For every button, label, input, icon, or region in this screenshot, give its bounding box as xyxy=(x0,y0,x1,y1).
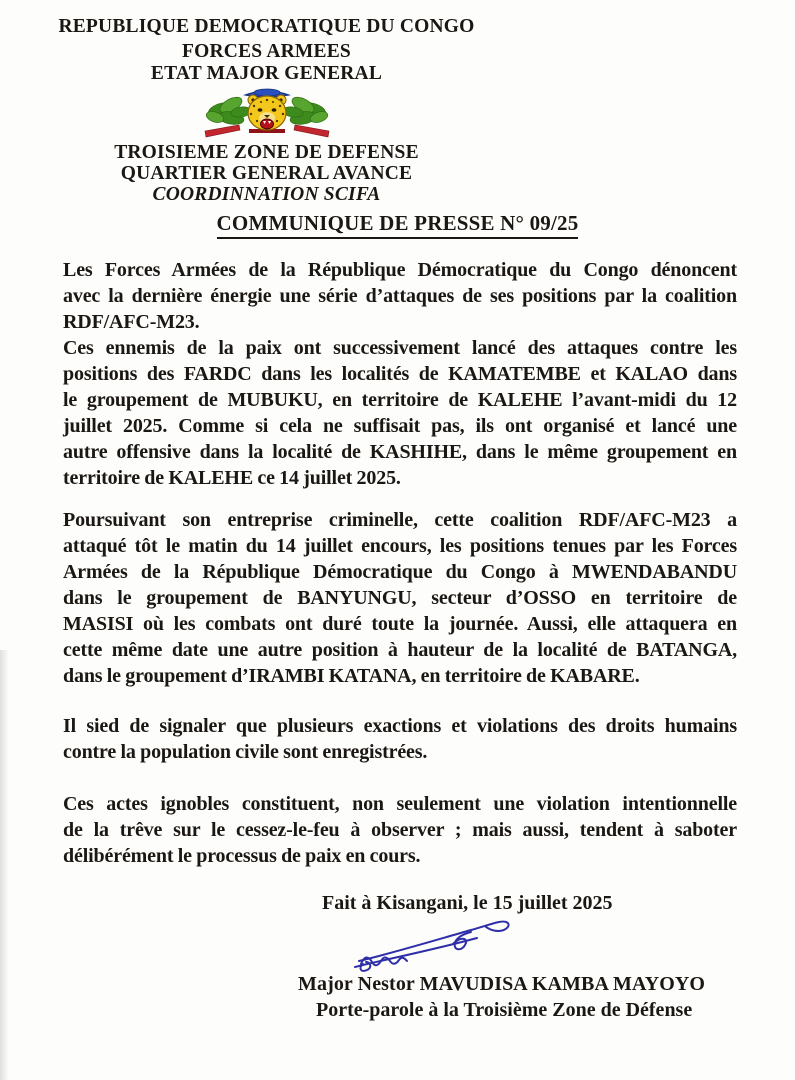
place-date-line: Fait à Kisangani, le 15 juillet 2025 xyxy=(322,892,613,914)
body-line: avec la dernière énergie une série d’attaques de ses positions par la coalition xyxy=(63,285,737,307)
document-title: COMMUNIQUE DE PRESSE N° 09/25 xyxy=(217,211,579,239)
signer-role: Porte-parole à la Troisième Zone de Défense xyxy=(316,999,693,1021)
body-line: territoire de KALEHE ce 14 juillet 2025. xyxy=(63,467,401,489)
fardc-leopard-emblem-icon xyxy=(201,87,333,140)
body-line: autre offensive dans la localité de KASHIHE, dans le même groupement en xyxy=(63,441,737,463)
paragraph-3 xyxy=(63,507,737,689)
body-line: attaqué tôt le matin du 14 juillet encours, les positions tenues par les Forces xyxy=(63,535,737,557)
body-line: Les Forces Armées de la République Démocratique du Congo dénoncent xyxy=(63,259,737,281)
zone-line: TROISIEME ZONE DE DEFENSE xyxy=(114,142,419,163)
body-line: dans le groupement de BANYUNGU, secteur d’OSSO en territoire de xyxy=(63,587,737,609)
coordination-line: COORDINNATION SCIFA xyxy=(152,184,381,205)
body-line: Ces actes ignobles constituent, non seulement une violation intentionnelle xyxy=(63,793,737,815)
country-title: REPUBLIQUE DEMOCRATIQUE DU CONGO xyxy=(58,16,475,37)
paragraph-5 xyxy=(63,791,737,869)
quartier-line: QUARTIER GENERAL AVANCE xyxy=(120,163,413,184)
closing-block xyxy=(0,886,795,1046)
body-line: Il sied de signaler que plusieurs exactions et violations des droits humains xyxy=(63,715,737,737)
body-line: le groupement de MUBUKU, en territoire de KALEHE l’avant-midi du 12 xyxy=(63,389,737,411)
body-line: Poursuivant son entreprise criminelle, cette coalition RDF/AFC-M23 a xyxy=(63,509,737,531)
handwritten-signature-icon xyxy=(349,914,517,974)
body-line: dans le groupement d’IRAMBI KATANA, en territoire de KABARE. xyxy=(63,665,640,687)
body-line: contre la population civile sont enregistrées. xyxy=(63,741,428,763)
body-line: juillet 2025. Comme si cela ne suffisait pas, ils ont organisé et lancé une xyxy=(63,415,737,437)
body-line: cette même date une autre position à hauteur de la localité de BATANGA, xyxy=(63,639,737,661)
paragraph-1 xyxy=(63,257,737,335)
body-line: Armées de la République Démocratique du Congo à MWENDABANDU xyxy=(63,561,737,583)
body-line: positions des FARDC dans les localités de KAMATEMBE et KALAO dans xyxy=(63,363,737,385)
body-line: Ces ennemis de la paix ont successivement lancé des attaques contre les xyxy=(63,337,737,359)
body-line: de la trêve sur le cessez-le-feu à observer ; mais aussi, tendent à saboter xyxy=(63,819,737,841)
title-row xyxy=(0,211,795,239)
body-line: MASISI où les combats ont duré toute la journée. Aussi, elle attaquera en xyxy=(63,613,737,635)
paragraph-2 xyxy=(63,335,737,491)
forces-armees-line: FORCES ARMEES xyxy=(182,41,351,62)
body-line: RDF/AFC-M23. xyxy=(63,311,200,333)
paragraph-4 xyxy=(63,713,737,765)
body-text xyxy=(63,257,737,869)
letterhead xyxy=(14,16,519,205)
signer-name: Major Nestor MAVUDISA KAMBA MAYOYO xyxy=(298,973,706,995)
etat-major-line: ETAT MAJOR GENERAL xyxy=(150,63,383,84)
body-line: délibérément le processus de paix en cours. xyxy=(63,845,421,867)
